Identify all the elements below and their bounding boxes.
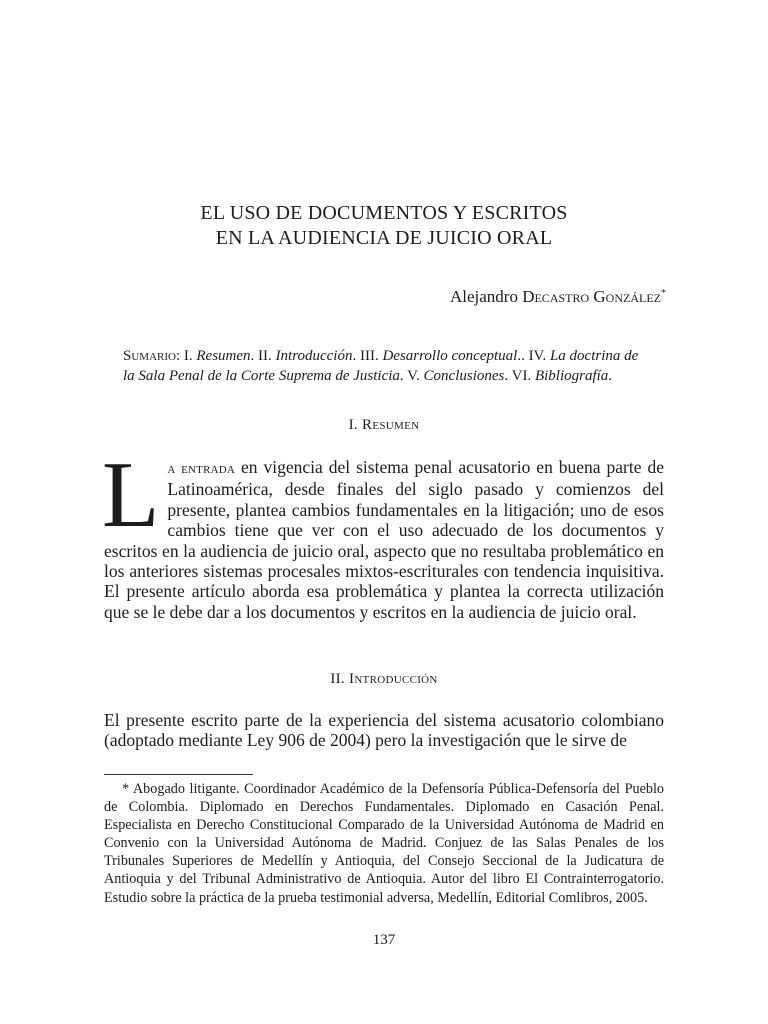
introduccion-paragraph: El presente escrito parte de la experiencia del sistema acusatorio colombiano (adoptado mediante Ley 906 de 2004) pero la investigación que le sirve de: [104, 710, 664, 751]
footnote-divider: [104, 774, 253, 775]
resumen-paragraph: [102, 443, 664, 622]
title-line-1: EL USO DE DOCUMENTOS Y ESCRITOS: [200, 202, 568, 224]
page-number: 137: [372, 932, 396, 948]
footnote: [104, 780, 664, 907]
summary-item-sep: .: [399, 368, 404, 384]
summary-item-sep: .: [352, 348, 357, 364]
summary-item-num: V.: [407, 368, 420, 384]
summary-item-sep: .: [608, 368, 613, 384]
summary-item-num: I.: [183, 348, 193, 364]
footnote-text: Abogado litigante. Coordinador Académico de la Defensoría Pública-Defensoría del Pueblo de Colombia. Diplomado en Derechos Fundamentales. Diplomado en Casación Penal. Especialista en Derecho Constitucional Comparado de la Universidad Autónoma de Madrid en Convenio con la Universidad Autónoma de Madrid. Conjuez de las Salas Penales de los Tribunales Superiores de Medellín y Antioquia, del Consejo Seccional de la Judicatura de Antioquia y del Tribunal Administrativo de Antioquia. Autor del libro El Contrainterrogatorio. Estudio sobre la práctica de la prueba testimonial adversa, Medellín, Editorial Comlibros, 2005.: [104, 781, 664, 906]
summary-block: [123, 346, 645, 386]
summary-item-sep: .: [504, 368, 509, 384]
footnote-mark: *: [122, 781, 130, 797]
author-first-name: Alejandro: [449, 287, 518, 306]
summary-item-num: IV.: [528, 348, 547, 364]
summary-item-text: La doctrina de la Sala Penal de la Corte Suprema de Justicia: [123, 348, 639, 384]
summary-item-text: Introducción: [275, 348, 353, 364]
summary-item-text: Conclusiones: [423, 368, 505, 384]
summary-item-num: II.: [258, 348, 272, 364]
author-byline: [450, 286, 666, 308]
summary-item-sep: .: [250, 348, 255, 364]
resumen-body-text: en vigencia del sistema penal acusatorio en buena parte de Latinoamérica, desde finales del siglo pasado y comienzos del presente, plantea cambios fundamentales en la litigación; uno de esos cambios tiene que ver con el uso adecuado de los documentos y escritos en la audiencia de juicio oral, aspecto que no resultaba problemático en los anteriores sistemas procesales mixtos-escriturales con tendencia inquisitiva. El presente artículo aborda esa problemática y plantea la correcta utilización que se le debe dar a los documentos y escritos en la audiencia de juicio oral.: [104, 457, 664, 622]
author-footnote-mark: *: [661, 288, 666, 299]
summary-label: Sumario:: [123, 348, 181, 364]
summary-item-num: III.: [359, 348, 379, 364]
section-heading-introduccion: II. Introducción: [330, 671, 438, 687]
summary-item-text: Bibliografía: [534, 368, 609, 384]
summary-item-text: Desarrollo conceptual: [382, 348, 518, 364]
drop-cap: L: [102, 443, 160, 547]
title-line-2: EN LA AUDIENCIA DE JUICIO ORAL: [215, 227, 553, 249]
summary-item-text: Resumen: [196, 348, 251, 364]
lead-in-smallcaps: a entrada: [167, 461, 236, 477]
article-title: [0, 201, 768, 251]
summary-item-sep: ..: [517, 348, 525, 364]
section-heading-resumen: I. Resumen: [348, 417, 420, 433]
summary-item-num: VI.: [511, 368, 532, 384]
author-surname: Decastro González: [522, 287, 661, 306]
